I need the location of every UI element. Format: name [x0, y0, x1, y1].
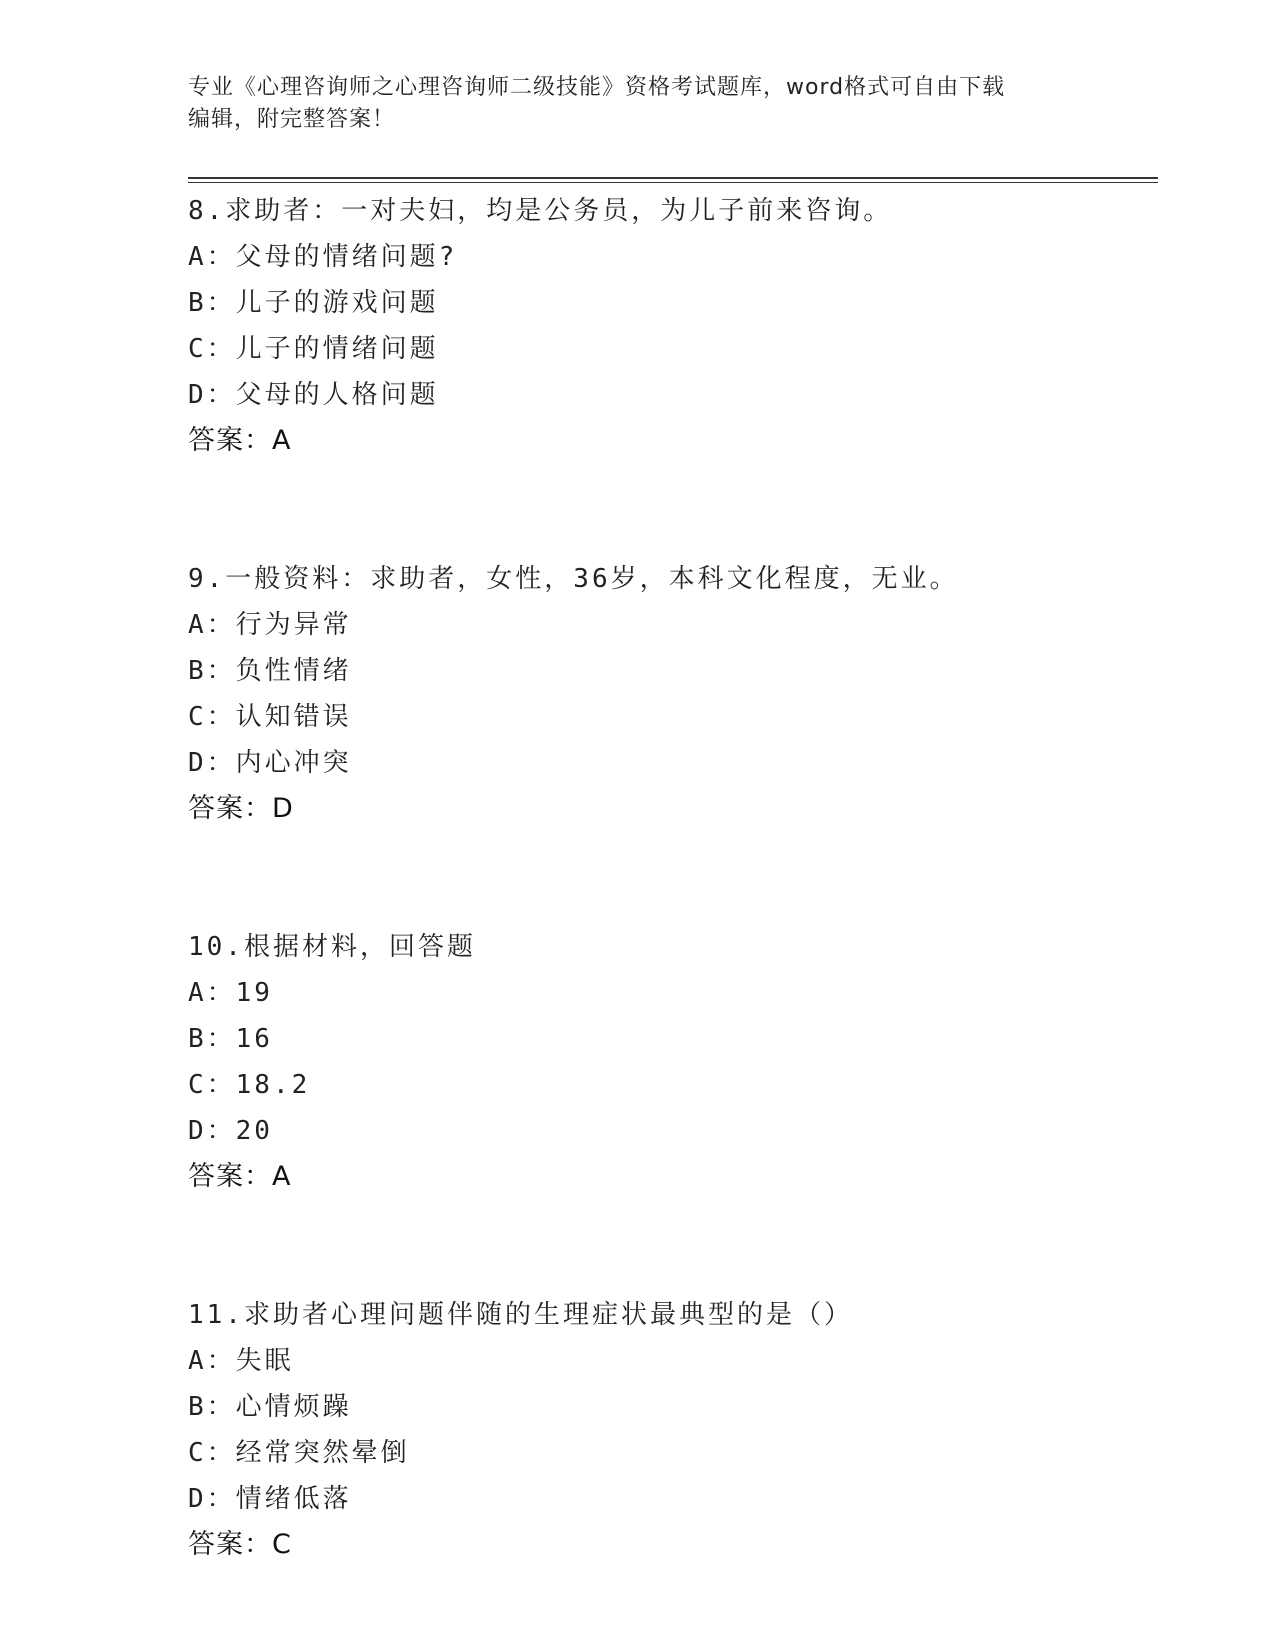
answer-line: 答案：A [188, 425, 292, 456]
header-divider-thick [188, 177, 1158, 179]
question-spacer [188, 1200, 1148, 1292]
answer-line: 答案：C [188, 1529, 292, 1560]
question-stem: 10.根据材料，回答题 [188, 932, 476, 962]
option-a: A：行为异常 [188, 610, 352, 640]
option-a: A：失眠 [188, 1346, 294, 1376]
question-item [188, 1292, 1148, 1568]
header-line-1: 专业《心理咨询师之心理咨询师二级技能》资格考试题库，word格式可自由下载 [188, 75, 1006, 100]
answer-line: 答案：A [188, 1161, 292, 1192]
question-spacer [188, 832, 1148, 924]
question-stem: 11.求助者心理问题伴随的生理症状最典型的是（） [188, 1300, 853, 1330]
option-c: C：认知错误 [188, 702, 352, 732]
option-d: D：内心冲突 [188, 748, 352, 778]
question-item [188, 924, 1148, 1200]
question-stem: 8.求助者：一对夫妇，均是公务员，为儿子前来咨询。 [188, 196, 893, 226]
option-a: A：19 [188, 978, 273, 1008]
option-b: B：儿子的游戏问题 [188, 288, 439, 318]
option-b: B：负性情绪 [188, 656, 352, 686]
answer-line: 答案：D [188, 793, 294, 824]
option-d: D：20 [188, 1116, 273, 1146]
question-spacer [188, 464, 1148, 556]
document-header [188, 72, 1088, 136]
question-item [188, 188, 1148, 464]
question-item [188, 556, 1148, 832]
option-a: A：父母的情绪问题? [188, 242, 458, 272]
header-line-2: 编辑，附完整答案！ [188, 107, 396, 132]
option-c: C：儿子的情绪问题 [188, 334, 439, 364]
header-divider-thin [188, 182, 1158, 183]
question-list [188, 188, 1148, 1568]
option-b: B：心情烦躁 [188, 1392, 352, 1422]
option-d: D：情绪低落 [188, 1484, 352, 1514]
question-stem: 9.一般资料：求助者，女性，36岁，本科文化程度，无业。 [188, 564, 959, 594]
option-b: B：16 [188, 1024, 273, 1054]
option-c: C：18.2 [188, 1070, 311, 1100]
option-c: C：经常突然晕倒 [188, 1438, 410, 1468]
option-d: D：父母的人格问题 [188, 380, 439, 410]
